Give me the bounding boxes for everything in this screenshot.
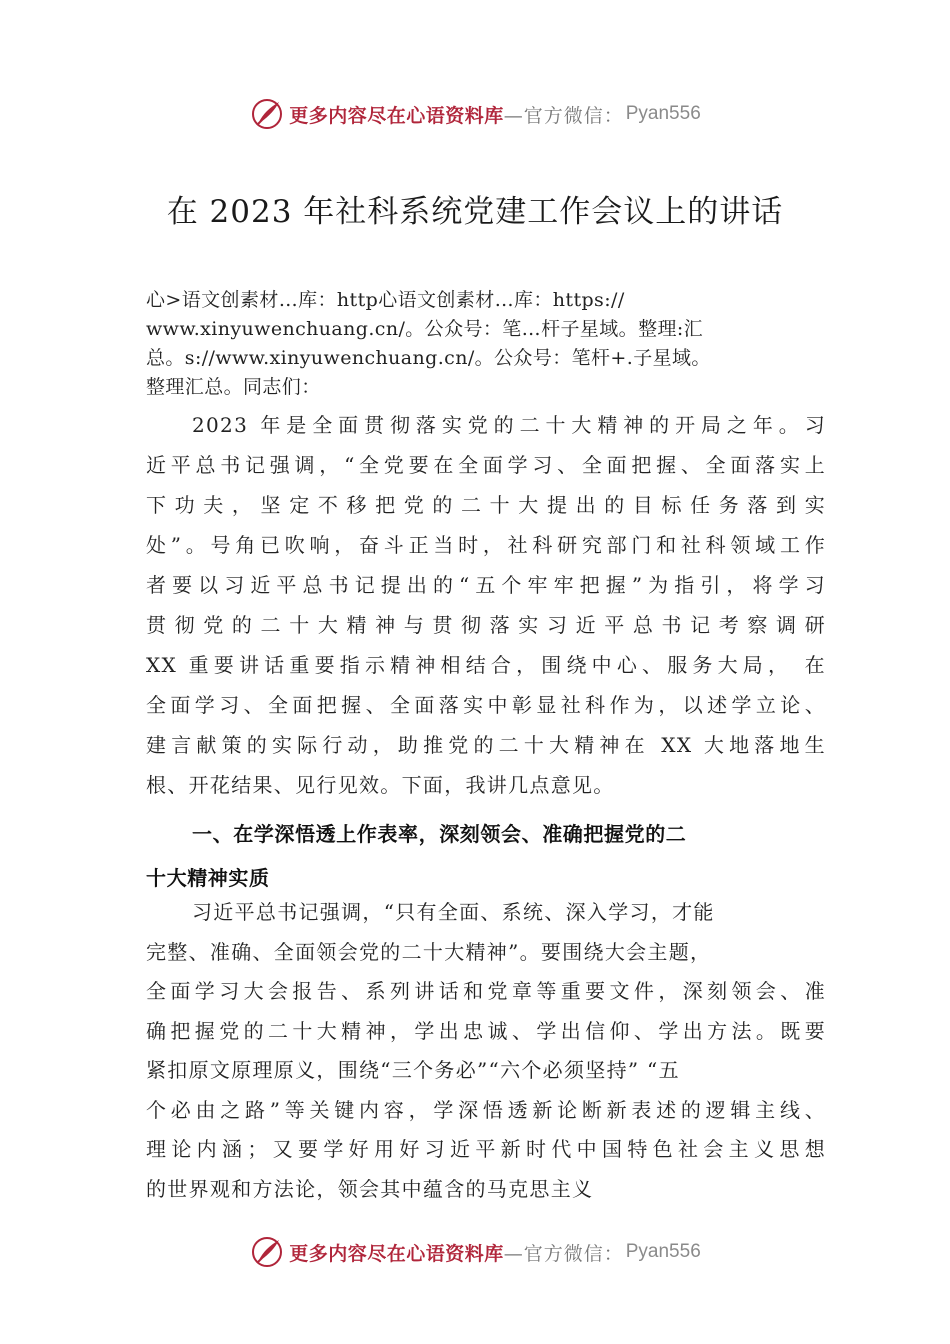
banner-brand-text: 更多内容尽在心语资料库 (289, 104, 504, 127)
source-line: 总。s://www.xinyuwenchuang.cn/。公众号：笔杆+.子星域。 (146, 347, 711, 369)
footer-banner (0, 1230, 950, 1274)
paragraph-line: 贯彻党的二十大精神与贯彻落实习近平总书记考察调研 (146, 613, 826, 637)
paragraph-section-1 (146, 893, 826, 1209)
paragraph-line: 2023 年是全面贯彻落实党的二十大精神的开局之年。习 (192, 413, 826, 437)
quill-pen-logo-icon (249, 1234, 285, 1270)
paragraph-line: 完整、准确、全面领会党的二十大精神”。要围绕大会主题， (146, 939, 712, 964)
paragraph-line: 全面学习、全面把握、全面落实中彰显社科作为，以述学立论、 (146, 693, 826, 717)
paragraph-line: 紧扣原文原理原义，围绕“三个务必”“六个必须坚持” “五 (146, 1058, 680, 1082)
paragraph-line: 习近平总书记强调，“只有全面、系统、深入学习，才能 (192, 900, 715, 924)
paragraph-line: 建言献策的实际行动，助推党的二十大精神在 XX 大地落地生 (146, 733, 826, 757)
paragraph-intro (146, 405, 826, 805)
banner-wechat-id: Pyan556 (625, 1241, 701, 1262)
header-banner (0, 92, 950, 136)
paragraph-line: 者要以习近平总书记提出的“五个牢牢把握”为指引，将学习 (146, 573, 826, 597)
section-heading-1 (146, 812, 826, 900)
banner-wechat-label: —官方微信： (503, 1242, 624, 1265)
paragraph-line: 下功夫，坚定不移把党的二十大提出的目标任务落到实 (146, 493, 826, 517)
source-line: www.xinyuwenchuang.cn/。公众号：笔…杆子星域。整理:汇 (146, 318, 704, 340)
quill-pen-logo-icon (249, 96, 285, 132)
paragraph-line: 的世界观和方法论，领会其中蕴含的马克思主义 (146, 1176, 594, 1201)
banner-wechat-id: Pyan556 (625, 103, 701, 124)
heading-line: 十大精神实质 (146, 866, 270, 890)
banner-wechat-label: —官方微信： (503, 104, 624, 127)
source-line: 整理汇总。同志们： (146, 376, 321, 398)
paragraph-line: 处”。号角已吹响，奋斗正当时，社科研究部门和社科领域工作 (146, 533, 826, 557)
paragraph-line: 根、开花结果、见行见效。下面，我讲几点意见。 (146, 773, 615, 797)
banner-brand-text: 更多内容尽在心语资料库 (289, 1242, 504, 1265)
paragraph-line: 确把握党的二十大精神，学出忠诚、学出信仰、学出方法。既要 (146, 1018, 826, 1043)
source-line: 心>语文创素材…库：http心语文创素材…库：https:// (146, 289, 625, 311)
paragraph-line: 个必由之路”等关键内容，学深悟透新论断新表述的逻辑主线、 (146, 1097, 826, 1122)
heading-line: 一、在学深悟透上作表率，深刻领会、准确把握党的二 (192, 822, 687, 846)
paragraph-line: 全面学习大会报告、系列讲话和党章等重要文件，深刻领会、准 (146, 979, 826, 1003)
paragraph-line: XX 重要讲话重要指示精神相结合，围绕中心、服务大局， 在 (146, 653, 826, 677)
source-note (146, 286, 826, 402)
paragraph-line: 近平总书记强调，“全党要在全面学习、全面把握、全面落实上 (146, 453, 826, 477)
document-title: 在 2023 年社科系统党建工作会议上的讲话 (166, 194, 784, 230)
paragraph-line: 理论内涵；又要学好用好习近平新时代中国特色社会主义思想 (146, 1137, 826, 1161)
